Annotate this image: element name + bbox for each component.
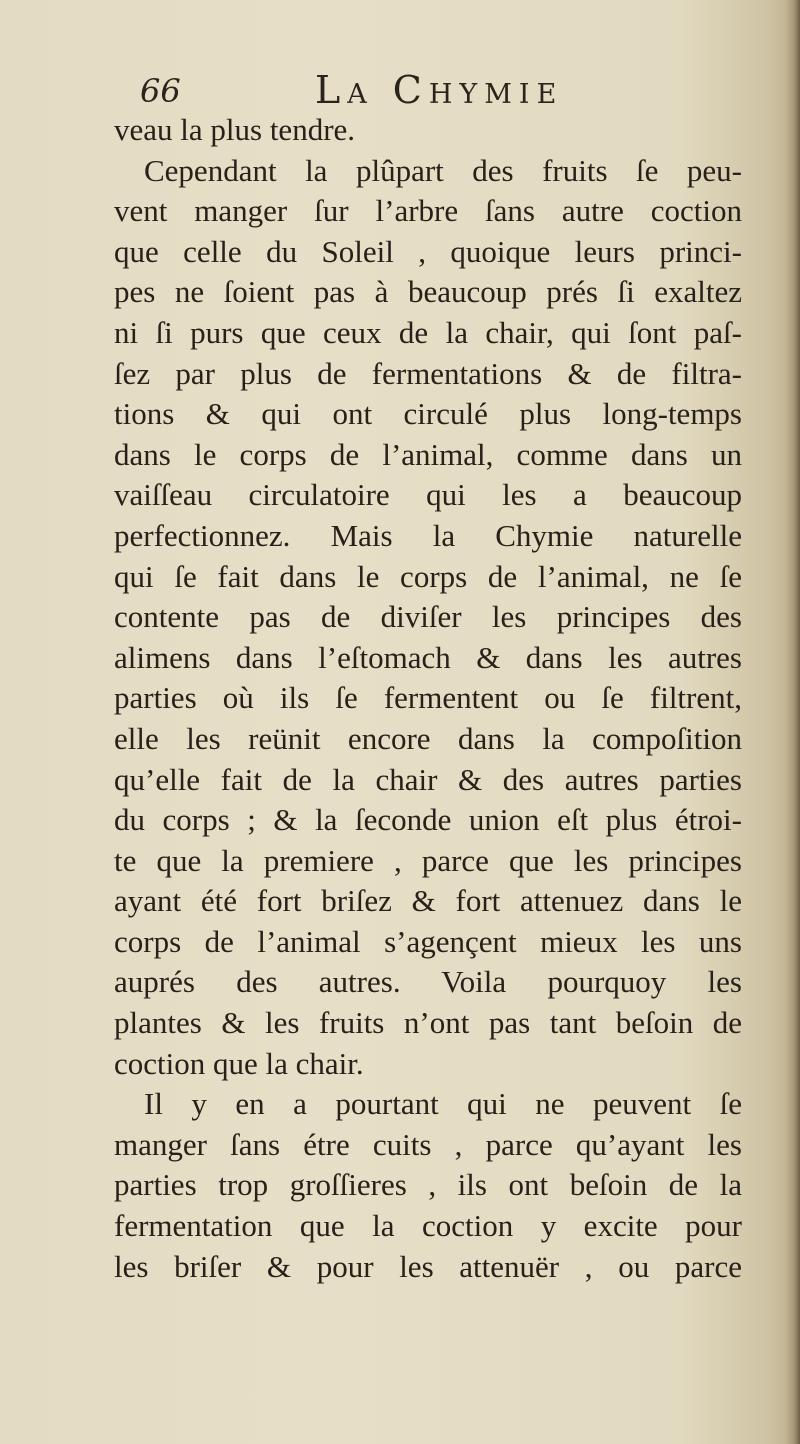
text-line: qu’elle fait de la chair & des autres parties: [114, 761, 742, 797]
body-text: [114, 110, 742, 1287]
text-line: que celle du Soleil , quoique leurs princi-: [114, 233, 742, 269]
text-line: te que la premiere , parce que les principes: [114, 842, 742, 878]
page-number: 66: [140, 72, 181, 110]
text-line: corps de l’animal s’agençent mieux les uns: [114, 923, 742, 959]
text-line: Il y en a pourtant qui ne peuvent ſe: [144, 1086, 742, 1122]
text-line: coction que la chair.: [114, 1045, 364, 1081]
text-line: les briſer & pour les attenuër , ou parce: [114, 1248, 742, 1284]
text-line: alimens dans l’eſtomach & dans les autres: [114, 639, 742, 675]
text-line: tions & qui ont circulé plus long-temps: [114, 396, 742, 432]
text-line: ayant été fort briſez & fort attenuez dans le: [114, 883, 742, 919]
text-line: auprés des autres. Voila pourquoy les: [114, 964, 742, 1000]
text-line: pes ne ſoient pas à beaucoup prés ſi exaltez: [114, 274, 742, 310]
page-edge-shadow: [786, 0, 800, 1444]
text-line: ni ſi purs que ceux de la chair, qui ſont paſ-: [114, 314, 742, 350]
text-line: manger ſans étre cuits , parce qu’ayant les: [114, 1126, 742, 1162]
text-line: plantes & les fruits n’ont pas tant beſoin de: [114, 1005, 742, 1041]
text-line: perfectionnez. Mais la Chymie naturelle: [114, 517, 742, 553]
text-line: vent manger ſur l’arbre ſans autre coction: [114, 193, 742, 229]
text-line: parties où ils ſe fermentent ou ſe filtrent,: [114, 680, 742, 716]
text-line: Cependant la plûpart des fruits ſe peu-: [144, 152, 742, 188]
text-line: ſez par plus de fermentations & de filtra-: [114, 355, 742, 391]
text-line: vaiſſeau circulatoire qui les a beaucoup: [114, 477, 742, 513]
running-title: La Chymie: [315, 68, 564, 112]
text-line: dans le corps de l’animal, comme dans un: [114, 436, 742, 472]
text-line: qui ſe fait dans le corps de l’animal, ne ſe: [114, 558, 742, 594]
text-line: du corps ; & la ſeconde union eſt plus étroi-: [114, 802, 742, 838]
text-line: parties trop groſſieres , ils ont beſoin de la: [114, 1167, 742, 1203]
text-line: contente pas de diviſer les principes des: [114, 599, 742, 635]
text-line: veau la plus tendre.: [114, 112, 356, 147]
text-line: elle les reünit encore dans la compoſition: [114, 720, 742, 756]
text-line: fermentation que la coction y excite pour: [114, 1208, 742, 1244]
